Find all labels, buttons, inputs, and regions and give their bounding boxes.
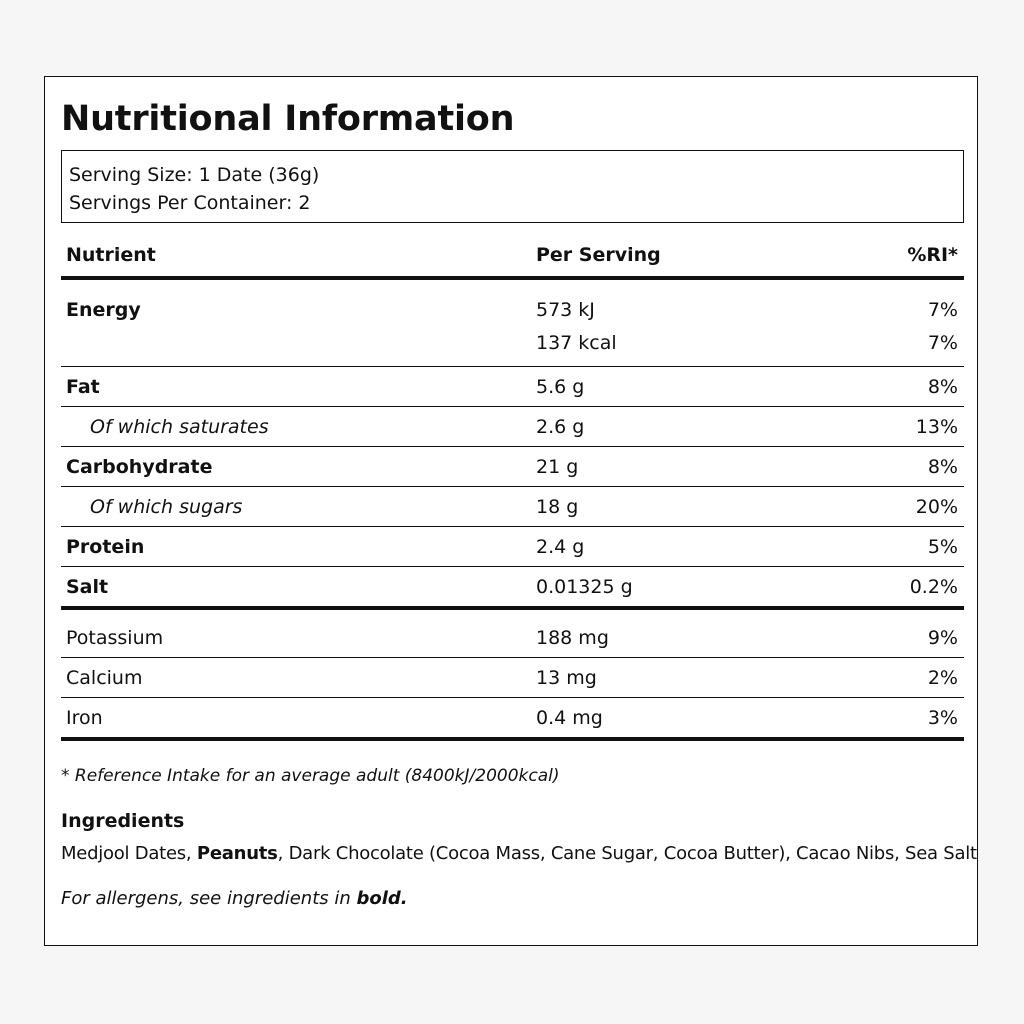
table-row-iron [61,698,964,741]
nutrient-ri: 7% [927,299,958,321]
nutrient-ri: 13% [915,416,958,438]
nutrient-value: 13 mg [536,667,597,689]
table-row-energy-kcal [61,329,964,367]
nutrient-name: Calcium [66,667,143,689]
servings-per-container: Servings Per Container: 2 [69,192,311,214]
reference-intake-footnote: * Reference Intake for an average adult (8400kJ/2000kcal) [61,766,560,786]
ingredient-text: , Dark Chocolate (Cocoa Mass, Cane Sugar, Cocoa Butter), Cacao Nibs, Sea Salt [277,843,977,864]
allergen-note [61,888,408,909]
nutrient-value: 137 kcal [536,332,617,354]
ingredient-text: Medjool Dates, [61,843,197,864]
nutrient-ri: 8% [927,376,958,398]
nutrient-value: 2.4 g [536,536,585,558]
table-row-saturates [61,407,964,447]
nutrient-name: Of which sugars [90,496,243,518]
ingredients-heading: Ingredients [61,810,185,832]
nutrient-value: 21 g [536,456,579,478]
nutrient-name: Iron [66,707,103,729]
serving-size: Serving Size: 1 Date (36g) [69,164,320,186]
nutrient-value: 18 g [536,496,579,518]
nutrient-name: Fat [66,376,100,398]
page-title: Nutritional Information [61,99,515,139]
nutrient-name: Energy [66,299,141,321]
nutrient-value: 573 kJ [536,299,595,321]
nutrient-ri: 7% [927,332,958,354]
nutrient-name: Protein [66,536,145,558]
header-ri: %RI* [907,244,958,266]
nutrient-ri: 9% [927,627,958,649]
table-header-row [61,237,964,280]
serving-info-box [61,150,964,223]
nutrient-name: Of which saturates [90,416,269,438]
nutrition-label [44,76,978,946]
header-per-serving: Per Serving [536,244,661,266]
allergen-note-text: For allergens, see ingredients in [61,888,357,909]
nutrient-name: Carbohydrate [66,456,213,478]
nutrient-ri: 20% [915,496,958,518]
nutrient-value: 2.6 g [536,416,585,438]
ingredients-list [61,843,977,864]
nutrient-value: 5.6 g [536,376,585,398]
nutrient-ri: 5% [927,536,958,558]
nutrition-table [61,237,964,741]
nutrient-name: Potassium [66,627,164,649]
nutrient-value: 188 mg [536,627,609,649]
nutrient-ri: 2% [927,667,958,689]
nutrient-ri: 8% [927,456,958,478]
nutrient-name: Salt [66,576,109,598]
allergen-ingredient: Peanuts [196,843,278,864]
table-row-salt [61,567,964,610]
header-nutrient: Nutrient [66,244,156,266]
nutrient-value: 0.01325 g [536,576,633,598]
table-row-protein [61,527,964,567]
table-row-potassium [61,610,964,658]
allergen-note-bold: bold. [356,888,408,909]
table-row-sugars [61,487,964,527]
table-row-energy-kj [61,280,964,329]
nutrient-value: 0.4 mg [536,707,603,729]
table-row-calcium [61,658,964,698]
nutrient-ri: 0.2% [909,576,958,598]
table-row-carbohydrate [61,447,964,487]
nutrient-ri: 3% [927,707,958,729]
table-row-fat [61,367,964,407]
